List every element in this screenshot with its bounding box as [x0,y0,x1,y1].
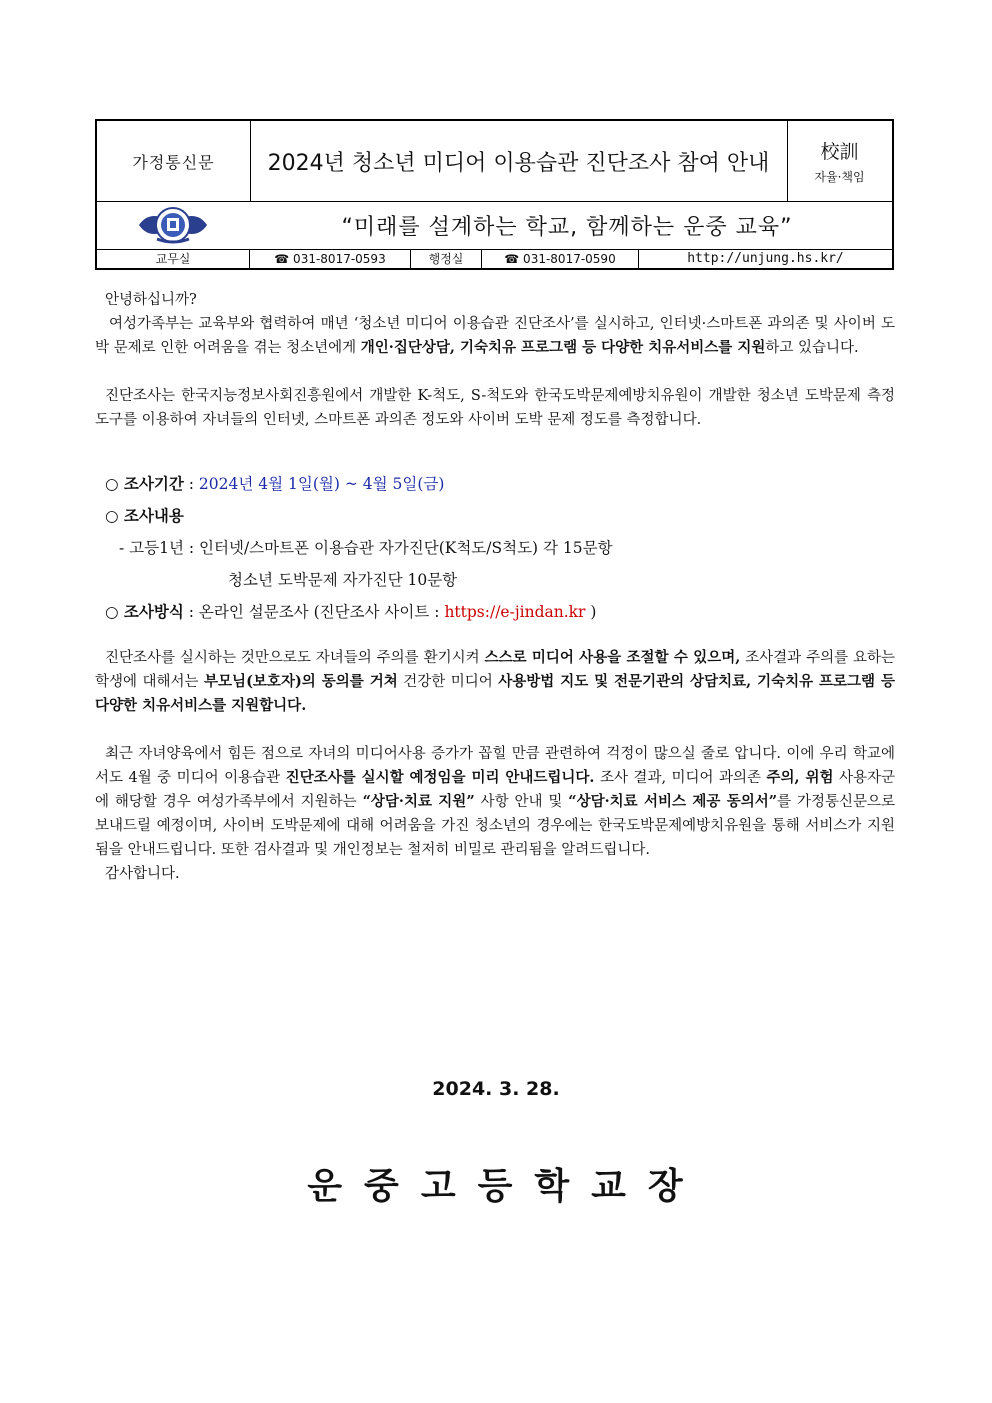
p1-emphasis: 개인·집단상담, 기숙치유 프로그램 등 다양한 치유서비스를 지원 [360,339,766,356]
paragraph-2: 진단조사는 한국지능정보사회진흥원에서 개발한 K-척도, S-척도와 한국도박문제예방치유원이 개발한 청소년 도박문제 측정도구를 이용하여 자녀들의 인터넷, 스마트폰 과의존 정도와 사이버 도박 문제 정도를 측정합니다. [95,388,895,428]
p1-text-end: 하고 있습니다. [765,340,859,356]
p1-text: 여성가족부는 교육부와 협력하여 매년 ‘청소년 미디어 이용습관 진단조사’를 실시하고, 인터넷·스마트폰 과의존 및 사이버 도박 문제로 인한 어려움을 겪는 청소년에게 [95,316,895,356]
p4-text-c: 조사 결과, 미디어 과의존 [594,770,767,786]
p4-text-d: 사용자군에 해당할 경우 여성가족부에서 지원하는 [95,770,895,810]
p4-bold-3: “상담·치료 지원” [362,793,475,810]
motto-hanja: 校訓 [820,141,859,163]
period-value: 2024년 4월 1일(월) ~ 4월 5일(금) [198,475,445,493]
survey-content [95,500,895,532]
p3-text-a: 진단조사를 실시하는 것만으로도 자녀들의 주의를 환기시켜 [105,650,485,666]
school-slogan: “미래를 설계하는 학교, 함께하는 운중 교육” [341,214,793,240]
p3-bold-2: 부모님(보호자)의 동의를 거쳐 [204,673,398,690]
principal-signature: 운중고등학교장 [307,1166,705,1207]
survey-site-link[interactable]: https://e-jindan.kr [444,603,586,621]
closing-thanks: 감사합니다. [105,866,180,882]
paragraph-1 [95,312,895,360]
p4-text-f: 를 가정통신문으로 보내드릴 예정이며, 사이버 도박문제에 대해 어려움을 가진 청소년의 경우에는 한국도박문제예방치유원을 통해 서비스가 지원됨을 안내드립니다. 또한 검사결과 및 개인정보는 철저히 비밀로 관리됨을 알려드립니다. [95,794,896,858]
office1-label: 교무실 [97,249,250,268]
paragraph-4 [95,742,895,862]
survey-method [95,596,895,628]
greeting: 안녕하십니까? [105,292,197,308]
method-label: ○ 조사방식 [105,602,184,621]
p3-text-c: 조사결과 주의를 요하는 학생에 대해서는 [95,650,895,690]
p3-bold-3: 사용방법 지도 및 전문기관의 상담치료, 기숙치유 프로그램 등 다양한 치유서비스를 지원합니다. [95,673,895,714]
p3-bold-1: 스스로 미디어 사용을 조절할 수 있으며, [484,649,741,666]
p4-text-a: 최근 자녀양육에서 힘든 점으로 자녀의 미디어사용 증가가 꼽힐 만큼 관련하여 걱정이 많으실 줄로 압니다. 이에 우리 학교에서도 4월 중 미디어 이용습관 [95,746,895,786]
letter-body [95,288,895,886]
period-sep: : [183,475,199,493]
school-website-link[interactable]: http://unjung.hs.kr/ [687,251,844,266]
content-line-2: 청소년 도박문제 자가진단 10문항 [228,571,458,589]
p4-text-e: 사항 안내 및 [474,794,569,810]
content-line-1: - 고등1년 : 인터넷/스마트폰 이용습관 자가진단(K척도/S척도) 각 15문항 [119,539,613,557]
letterhead-slogan-row [97,201,892,250]
method-end: ) [585,603,597,621]
survey-period [95,468,895,500]
document-type: 가정통신문 [97,121,251,201]
document-title: 2024년 청소년 미디어 이용습관 진단조사 참여 안내 [250,121,788,201]
issue-date: 2024. 3. 28. [432,1078,560,1100]
content-label: ○ 조사내용 [105,506,184,525]
office2-phone: ☎ 031-8017-0590 [482,249,639,268]
p4-bold-1: 진단조사를 실시할 예정임을 미리 안내드립니다. [285,769,595,786]
letterhead-contact-row [97,249,892,268]
school-motto [787,121,892,201]
p4-bold-2: 주의, 위험 [766,769,834,786]
paragraph-3 [95,646,895,718]
p3-text-d: 건강한 미디어 [397,674,499,690]
letterhead [95,119,894,270]
office2-label: 행정실 [411,249,482,268]
motto-text: 자율·책임 [814,170,865,184]
office1-phone: ☎ 031-8017-0593 [250,249,411,268]
p4-bold-4: “상담·치료 서비스 제공 동의서” [568,793,778,810]
letterhead-title-row [97,121,892,202]
period-label: ○ 조사기간 [105,474,184,493]
method-text: : 온라인 설문조사 (진단조사 사이트 : [183,603,445,621]
school-emblem-icon [137,205,209,245]
